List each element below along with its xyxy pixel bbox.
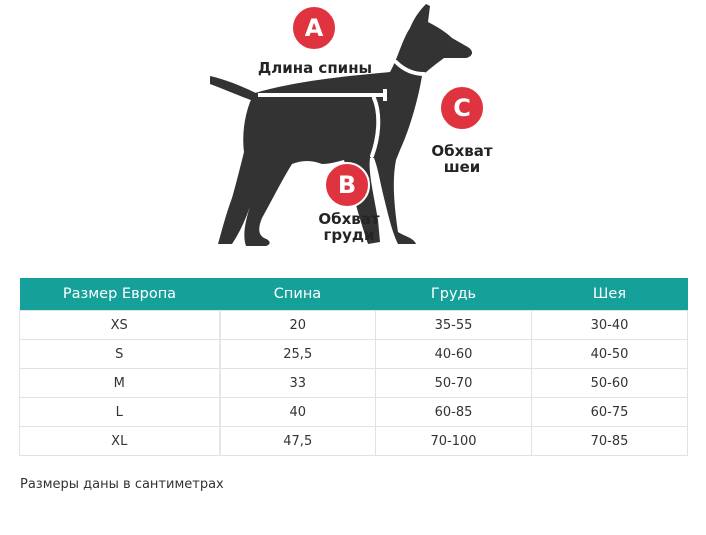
cell-neck: 30-40 [532, 311, 688, 340]
cell-neck: 40-50 [532, 340, 688, 369]
dog-measurement-diagram [0, 0, 706, 260]
cell-neck: 50-60 [532, 369, 688, 398]
size-table [19, 278, 688, 456]
header-chest: Грудь [376, 278, 532, 311]
table-row [20, 398, 688, 427]
badge-c: C [439, 85, 485, 131]
cell-chest: 35-55 [376, 311, 532, 340]
cell-size: L [20, 398, 220, 427]
cell-size: M [20, 369, 220, 398]
cell-size: XL [20, 427, 220, 456]
table-row [20, 369, 688, 398]
header-neck: Шея [532, 278, 688, 311]
table-row [20, 427, 688, 456]
label-back-length: Длина спины [257, 59, 373, 77]
cell-chest: 40-60 [376, 340, 532, 369]
cell-back: 40 [220, 398, 376, 427]
header-size-eu: Размер Европа [20, 278, 220, 311]
cell-chest: 70-100 [376, 427, 532, 456]
table-row [20, 311, 688, 340]
cell-back: 47,5 [220, 427, 376, 456]
cell-chest: 50-70 [376, 369, 532, 398]
cell-chest: 60-85 [376, 398, 532, 427]
cell-neck: 60-75 [532, 398, 688, 427]
table-header-row [20, 278, 688, 311]
cell-back: 33 [220, 369, 376, 398]
units-note: Размеры даны в сантиметрах [20, 477, 224, 492]
table-row [20, 340, 688, 369]
cell-back: 25,5 [220, 340, 376, 369]
cell-size: XS [20, 311, 220, 340]
badge-b: B [324, 162, 370, 208]
header-back: Спина [220, 278, 376, 311]
label-neck-girth: Обхват шеи [431, 142, 493, 176]
label-chest-girth: Обхват груди [318, 210, 380, 244]
badge-a: A [291, 5, 337, 51]
cell-back: 20 [220, 311, 376, 340]
cell-size: S [20, 340, 220, 369]
cell-neck: 70-85 [532, 427, 688, 456]
